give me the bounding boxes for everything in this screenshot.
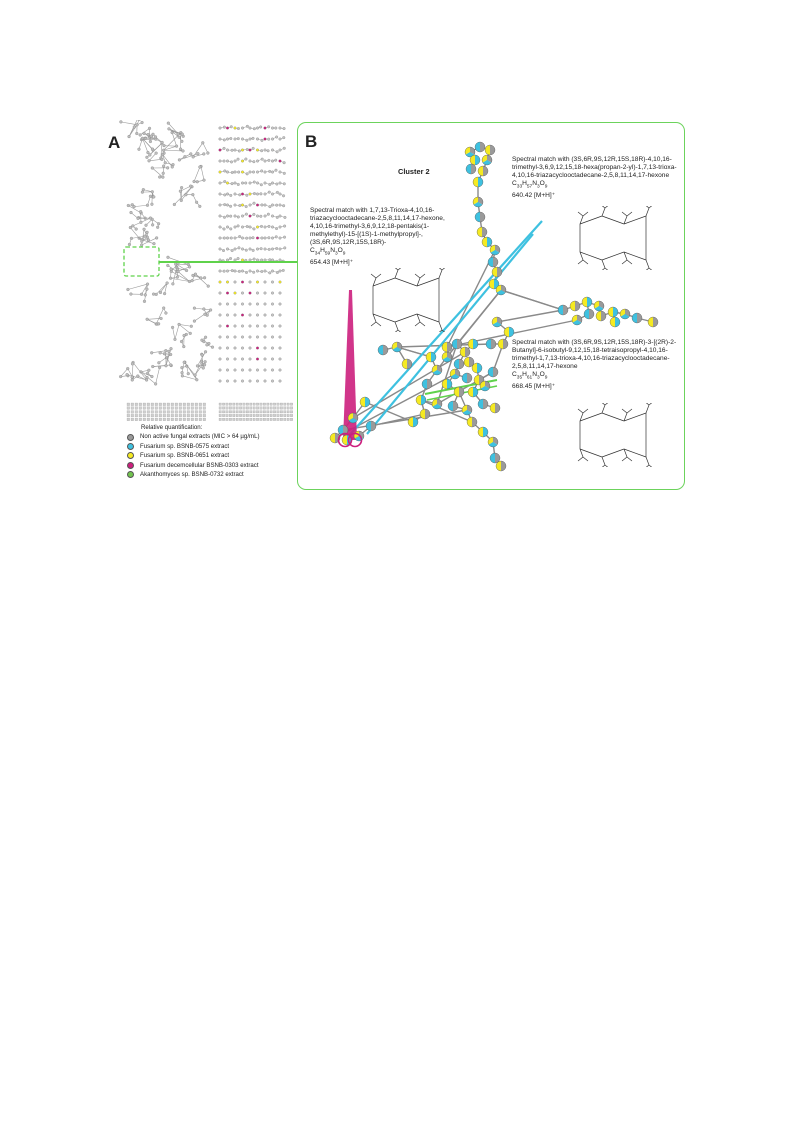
legend-label: Fusarium decemcellular BSNB-0303 extract: [140, 461, 259, 469]
annotation-mz: 654.43 [M+H]⁺: [310, 258, 354, 266]
annotation-mz: 668.45 [M+H]⁺: [512, 382, 556, 390]
structure-drawing-bottom: [572, 403, 658, 467]
annotation-text: Spectral match with (3S,6R,9S,12R,15S,18R)-3-[(2R)-2-Butanyl]-6-isobutyl-9,12,15,18-tetraisopropyl-4,10,16-trimethyl-1,7,13-trioxa-4,10,16-triazacyclooctadecane-2,5,8,11,14,17-hexone: [512, 339, 677, 371]
legend-label: Akanthomyces sp. BSNB-0732 extract: [140, 470, 244, 478]
legend-label: Fusarium sp. BSNB-0651 extract: [140, 452, 230, 460]
annotation-mz: 640.42 [M+H]⁺: [512, 191, 556, 199]
annotation-bottom-right: [512, 339, 682, 391]
annotation-formula: $C_{34}H_{59}N_3O_9$: [310, 247, 346, 257]
annotation-formula: $C_{33}H_{57}N_3O_9$: [512, 180, 548, 190]
annotation-top-right: [512, 156, 682, 200]
panel-a-label: A: [108, 133, 121, 152]
legend-title: Relative quantification:: [141, 424, 203, 431]
annotation-formula: $C_{35}H_{61}N_3O_9$: [512, 371, 548, 381]
panel-b-label: B: [305, 132, 318, 151]
legend-label: Non active fungal extracts (MIC > 64 µg/mL): [140, 433, 260, 441]
structure-drawing-top: [572, 206, 658, 270]
annotation-left: [310, 207, 462, 267]
annotation-text: Spectral match with 1,7,13-Trioxa-4,10,16-triazacyclooctadecane-2,5,8,11,14,17-hexone, 4,10,16-trimethyl-3,6,9,12,18-pentakis(1-methylethyl)-15-[(1S)-1-methylpropyl]-, (3S,6R,9S,12R,15S,18R)-: [310, 207, 445, 247]
annotation-text: Spectral match with (3S,6R,9S,12R,15S,18R)-4,10,16-trimethyl-3,6,9,12,15,18-hexa(propan-2-yl)-1,7,13-trioxa-4,10,16-triazacyclooctadecane-2,5,8,11,14,17-hexone: [512, 156, 677, 180]
cluster-title: Cluster 2: [398, 167, 430, 176]
legend-label: Fusarium sp. BSNB-0575 extract: [140, 442, 230, 450]
structure-drawing-left: [365, 268, 451, 332]
